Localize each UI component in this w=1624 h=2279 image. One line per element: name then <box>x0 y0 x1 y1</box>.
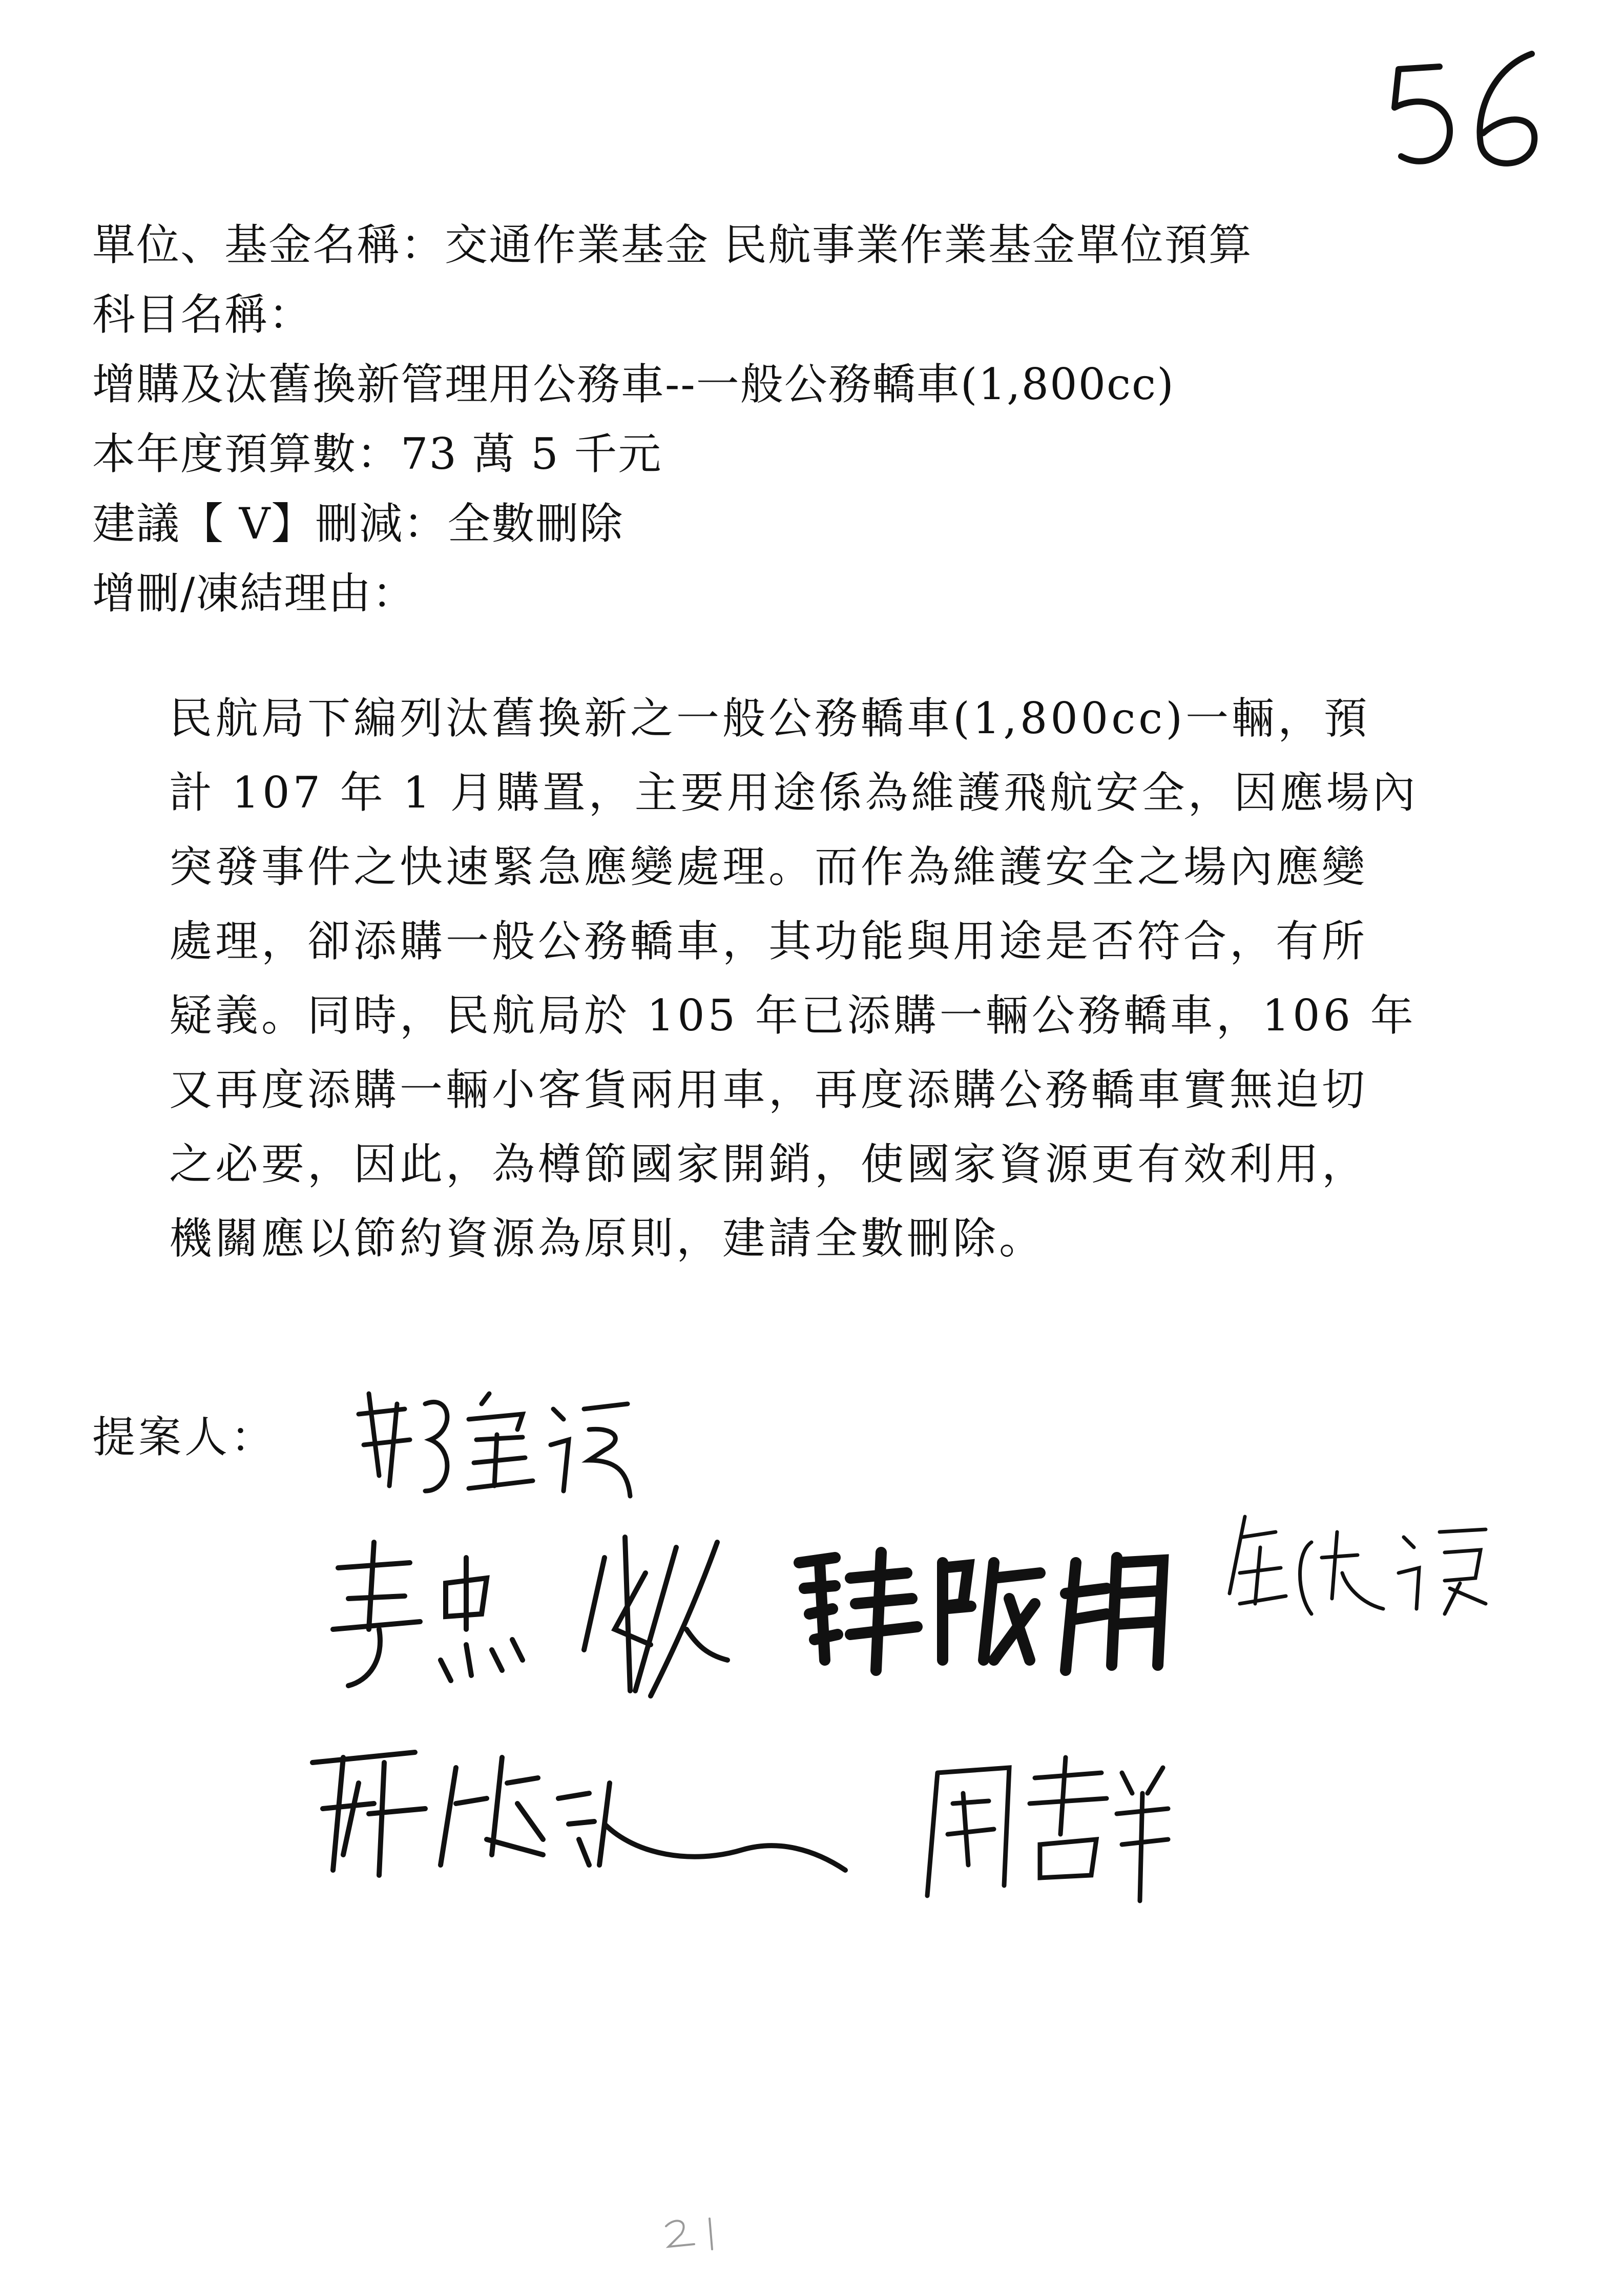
signature-2 <box>318 1527 779 1711</box>
reason-line: 機關應以節約資源為原則，建請全數刪除。 <box>169 1213 1046 1263</box>
unit-fund-name: 單位、基金名稱：交通作業基金 民航事業作業基金單位預算 <box>92 220 1253 270</box>
reason-line: 計 107 年 1 月購置，主要用途係為維護飛航安全，因應場內 <box>169 768 1419 818</box>
signature-3 <box>789 1532 1178 1681</box>
recommendation: 建議【 V】刪減：全數刪除 <box>92 499 624 549</box>
reason-line: 疑義。同時，民航局於 105 年已添購一輛公務轎車，106 年 <box>169 990 1417 1041</box>
reason-line: 突發事件之快速緊急應變處理。而作為維護安全之場內應變 <box>169 842 1368 892</box>
footer-pencil-mark <box>661 2213 727 2254</box>
reason-label: 增刪/凍結理由： <box>92 568 417 618</box>
subject-name-label: 科目名稱： <box>92 289 313 340</box>
reason-paragraph <box>169 681 1511 1276</box>
header-block <box>92 210 1527 628</box>
budget-amount: 本年度預算數：73 萬 5 千元 <box>92 429 662 479</box>
signature-1 <box>348 1373 635 1506</box>
page-number-handwriting <box>1378 46 1563 179</box>
page-number <box>1378 46 1563 179</box>
subject-name-value: 增購及汰舊換新管理用公務車--一般公務轎車(1,800cc) <box>92 359 1175 409</box>
proposer-label: 提案人： <box>92 1412 277 1462</box>
reason-line: 又再度添購一輛小客貨兩用車，再度添購公務轎車實無迫切 <box>169 1065 1368 1115</box>
signature-5 <box>302 1722 856 1896</box>
reason-line: 民航局下編列汰舊換新之一般公務轎車(1,800cc)一輛，預 <box>169 693 1370 743</box>
signature-4 <box>1219 1501 1506 1624</box>
reason-line: 處理，卻添購一般公務轎車，其功能與用途是否符合，有所 <box>169 916 1368 966</box>
reason-line: 之必要，因此，為樽節國家開銷，使國家資源更有效利用， <box>169 1139 1368 1189</box>
signature-6 <box>907 1742 1173 1906</box>
